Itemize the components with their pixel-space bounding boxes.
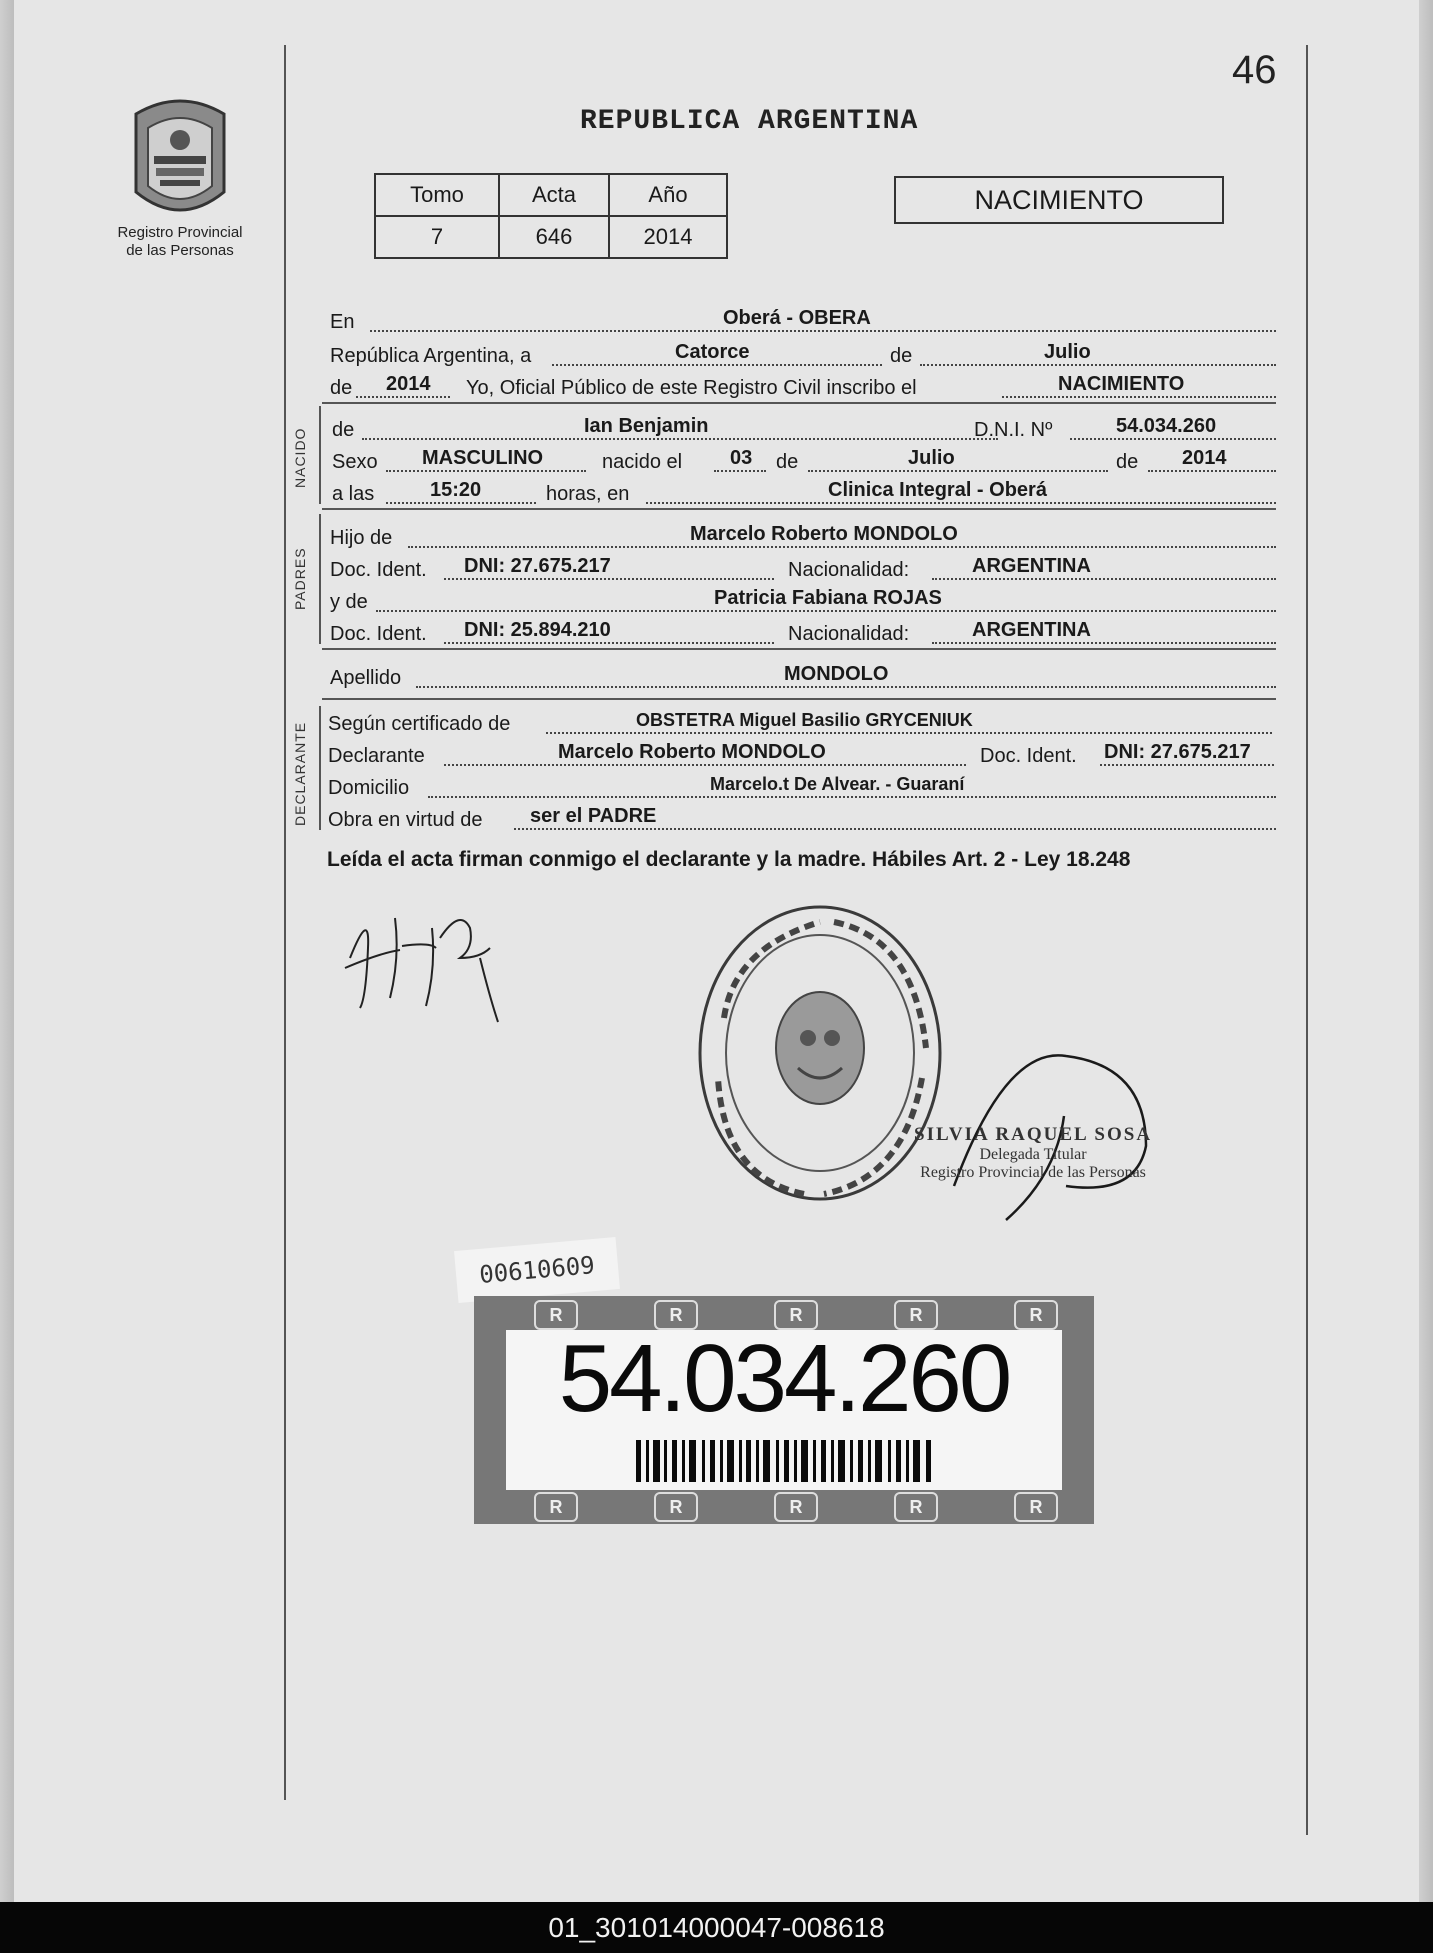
label-doc-ident: Doc. Ident. (330, 559, 427, 581)
row-padre (330, 520, 1276, 552)
label-en: En (330, 311, 355, 333)
row-nombre (332, 412, 1276, 444)
row-en (330, 304, 1276, 336)
side-label-nacido: NACIDO (292, 427, 308, 488)
label-nacionalidad: Nacionalidad: (788, 623, 910, 645)
value-madre-doc: DNI: 25.894.210 (464, 619, 611, 641)
record-type-box: NACIMIENTO (894, 176, 1224, 224)
logo-caption-line1: Registro Provincial (117, 224, 243, 241)
value-anio: 2014 (386, 373, 431, 395)
registered-mark-icon: R (654, 1300, 698, 1330)
label-nacido-el: nacido el (602, 451, 683, 473)
dotted-line (920, 338, 1276, 366)
barcode-icon (636, 1440, 936, 1482)
label-sexo: Sexo (332, 451, 378, 473)
page-number: 46 (1232, 48, 1277, 92)
value-acta: 646 (499, 216, 609, 258)
official-role: Delegada Titular (979, 1146, 1087, 1163)
value-madre: Patricia Fabiana ROJAS (714, 587, 942, 609)
value-nac-dia: 03 (730, 447, 753, 469)
row-madre (330, 584, 1276, 616)
barcode-number: 54.034.260 (558, 1325, 1010, 1432)
declarant-signature (340, 898, 520, 1028)
closing-statement: Leída el acta firman conmigo el declarante y la madre. Hábiles Art. 2 - Ley 18.248 (327, 848, 1131, 871)
registered-mark-icon: R (1014, 1492, 1058, 1522)
row-hora (332, 476, 1276, 508)
value-nombre: Ian Benjamin (584, 415, 709, 437)
value-hora: 15:20 (430, 479, 482, 501)
value-tomo: 7 (375, 216, 499, 258)
value-padre-doc: DNI: 27.675.217 (464, 555, 611, 577)
registry-seal-stamp (694, 898, 946, 1208)
label-de: de (776, 451, 799, 473)
value-anio: 2014 (609, 216, 727, 258)
group-bracket-nacido (319, 406, 321, 504)
label-declarante: Declarante (328, 745, 425, 767)
row-sexo (332, 444, 1276, 476)
left-page-edge (0, 0, 14, 1902)
label-republica: República Argentina, a (330, 345, 532, 367)
value-madre-nac: ARGENTINA (972, 619, 1091, 641)
right-page-edge (1419, 0, 1433, 1902)
value-certificado: OBSTETRA Miguel Basilio GRYCENIUK (636, 710, 973, 730)
row-padre-doc (330, 552, 1276, 584)
row-madre-doc (330, 616, 1276, 648)
official-stamp-block (914, 1124, 1152, 1182)
value-obra: ser el PADRE (530, 805, 657, 827)
registered-mark-icon: R (774, 1492, 818, 1522)
label-apellido: Apellido (330, 667, 402, 689)
header-tomo: Tomo (375, 174, 499, 216)
tomo-acta-anio-table (374, 173, 728, 259)
separator (322, 648, 1276, 650)
group-bracket-padres (319, 514, 321, 644)
barcode-inner-panel (506, 1325, 1062, 1490)
label-horas-en: horas, en (546, 483, 630, 505)
value-nac-mes: Julio (908, 447, 955, 469)
label-segun: Según certificado de (328, 713, 511, 735)
value-sexo: MASCULINO (422, 447, 544, 469)
header-anio: Año (609, 174, 727, 216)
registered-mark-icon: R (654, 1492, 698, 1522)
label-obra: Obra en virtud de (328, 809, 483, 831)
row-declarante (328, 738, 1276, 770)
value-tipo-inscripcion: NACIMIENTO (1058, 373, 1185, 395)
side-label-padres: PADRES (292, 547, 308, 610)
row-obra (328, 802, 1276, 834)
label-doc-ident: Doc. Ident. (330, 623, 427, 645)
row-republica (330, 338, 1276, 370)
right-margin-rule (1306, 45, 1308, 1835)
value-declarante-doc: DNI: 27.675.217 (1104, 741, 1251, 763)
label-yo-oficial: Yo, Oficial Público de este Registro Civil inscribo el (466, 377, 917, 399)
value-padre: Marcelo Roberto MONDOLO (690, 523, 958, 545)
registered-mark-icon: R (534, 1492, 578, 1522)
registered-mark-icon: R (534, 1300, 578, 1330)
registered-mark-icon: R (894, 1492, 938, 1522)
registry-logo (110, 94, 250, 269)
value-mes: Julio (1044, 341, 1091, 363)
misiones-seal-icon (122, 94, 238, 224)
label-de: de (890, 345, 913, 367)
registered-mark-icon: R (774, 1300, 818, 1330)
value-domicilio: Marcelo.t De Alvear. - Guaraní (710, 774, 965, 794)
value-apellido: MONDOLO (784, 663, 889, 685)
value-nac-anio: 2014 (1182, 447, 1227, 469)
side-label-declarante: DECLARANTE (292, 721, 308, 826)
label-nacionalidad: Nacionalidad: (788, 559, 910, 581)
label-domicilio: Domicilio (328, 777, 410, 799)
serial-sticker: 00610609 (454, 1237, 620, 1303)
value-dni: 54.034.260 (1116, 415, 1217, 437)
logo-caption-line2: de las Personas (126, 242, 234, 259)
official-name: SILVIA RAQUEL SOSA (914, 1124, 1153, 1145)
separator (322, 402, 1276, 404)
separator (322, 508, 1276, 510)
registered-mark-icon: R (894, 1300, 938, 1330)
label-dni-no: D.N.I. Nº (974, 419, 1053, 441)
row-inscripcion (330, 370, 1276, 402)
registered-mark-icon: R (1014, 1300, 1058, 1330)
value-dia-letras: Catorce (675, 341, 750, 363)
label-doc-ident: Doc. Ident. (980, 745, 1077, 767)
document-title: REPUBLICA ARGENTINA (580, 106, 919, 137)
value-padre-nac: ARGENTINA (972, 555, 1091, 577)
row-certificado (328, 706, 1276, 738)
label-de: de (332, 419, 355, 441)
group-bracket-declarante (319, 706, 321, 830)
value-lugar-nac: Clinica Integral - Oberá (828, 479, 1047, 501)
label-de: de (1116, 451, 1139, 473)
barcode-label (474, 1296, 1094, 1524)
label-y-de: y de (330, 591, 368, 613)
row-domicilio (328, 770, 1276, 802)
value-declarante: Marcelo Roberto MONDOLO (558, 741, 826, 763)
official-org: Registro Provincial de las Personas (920, 1164, 1146, 1181)
header-acta: Acta (499, 174, 609, 216)
left-margin-rule (284, 45, 286, 1800)
footer-document-id: 01_301014000047-008618 (0, 1902, 1433, 1953)
dotted-line (808, 444, 1108, 472)
value-lugar: Oberá - OBERA (723, 307, 871, 329)
row-apellido (330, 660, 1276, 692)
separator (322, 698, 1276, 700)
label-de: de (330, 377, 353, 399)
label-a-las: a las (332, 483, 375, 505)
label-hijo-de: Hijo de (330, 527, 393, 549)
